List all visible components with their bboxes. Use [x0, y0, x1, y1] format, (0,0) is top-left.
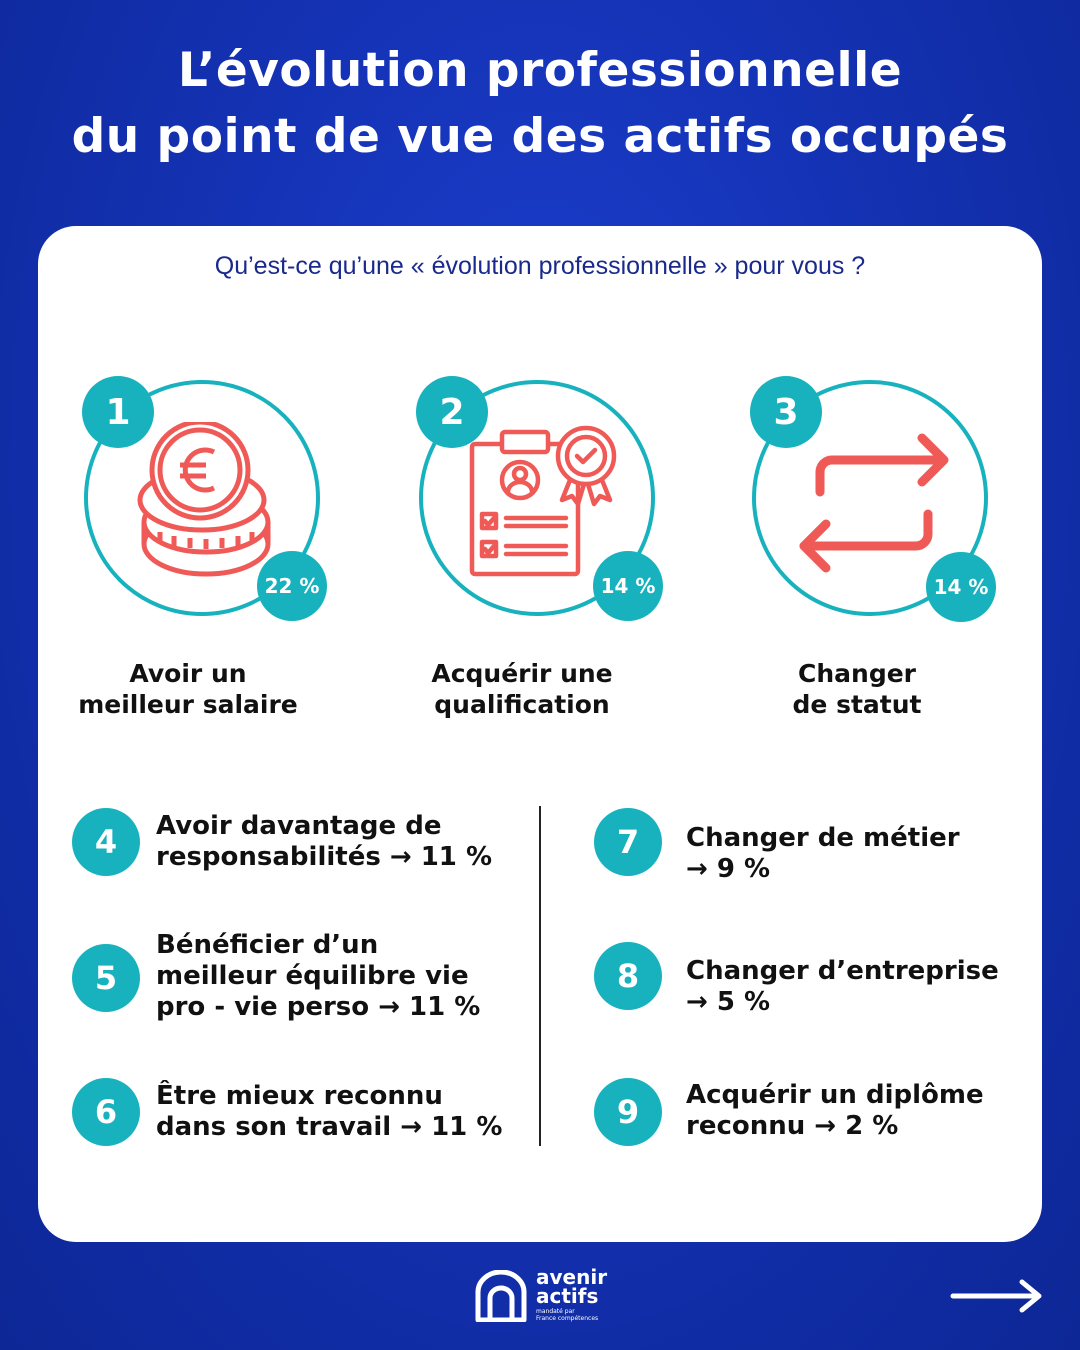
logo-sub-line: mandaté par	[536, 1308, 575, 1315]
list-item-text	[156, 811, 492, 873]
item-label-line: qualification	[434, 690, 610, 719]
title-line-2: du point de vue des actifs occupés	[71, 109, 1009, 164]
list-text-line: Acquérir un diplôme	[686, 1080, 984, 1110]
list-text-line: dans son travail → 11 %	[156, 1112, 503, 1142]
list-text-line: pro - vie perso → 11 %	[156, 992, 481, 1022]
list-text-line: Être mieux reconnu	[156, 1081, 443, 1111]
item-label-line: Avoir un	[129, 659, 247, 688]
item-label-line: de statut	[792, 690, 922, 719]
list-text-line: Avoir davantage de	[156, 811, 442, 841]
column-divider	[539, 806, 541, 1146]
item-percent-badge: 14 %	[593, 551, 663, 621]
item-number-badge: 2	[416, 376, 488, 448]
list-number-badge: 9	[594, 1078, 662, 1146]
list-text-line: Bénéficier d’un	[156, 930, 379, 960]
survey-question: Qu’est-ce qu’une « évolution professionnelle » pour vous ?	[214, 252, 866, 280]
list-item-text	[156, 1081, 502, 1143]
list-text-line: → 9 %	[686, 854, 771, 884]
list-text-line: reconnu → 2 %	[686, 1111, 899, 1141]
certificate-clipboard-icon	[466, 422, 626, 582]
list-text-line: Changer de métier	[686, 823, 960, 853]
list-number-badge: 6	[72, 1078, 140, 1146]
arrow-right-icon[interactable]	[950, 1278, 1044, 1314]
item-label-line: meilleur salaire	[78, 690, 298, 719]
list-item-text	[686, 823, 960, 885]
list-number-badge: 5	[72, 944, 140, 1012]
title-line-1: L’évolution professionnelle	[177, 43, 903, 98]
item-number-badge: 1	[82, 376, 154, 448]
logo-wordmark	[536, 1265, 608, 1308]
house-logo-icon	[474, 1270, 528, 1322]
list-item-text	[156, 930, 480, 1023]
item-label-line: Changer	[798, 659, 916, 688]
swap-arrows-icon	[794, 422, 954, 582]
item-label	[372, 658, 672, 720]
list-number-badge: 7	[594, 808, 662, 876]
logo-subtitle	[536, 1308, 598, 1322]
list-text-line: Changer d’entreprise	[686, 956, 999, 986]
avenir-actifs-logo	[474, 1265, 614, 1328]
euro-coins-icon	[134, 422, 274, 582]
item-label	[707, 658, 1007, 720]
list-number-badge: 8	[594, 942, 662, 1010]
page-title	[0, 38, 1080, 170]
list-item-text	[686, 956, 999, 1018]
item-percent-badge: 14 %	[926, 552, 996, 622]
item-label-line: Acquérir une	[431, 659, 613, 688]
list-text-line: → 5 %	[686, 987, 771, 1017]
list-text-line: responsabilités → 11 %	[156, 842, 492, 872]
item-percent-badge: 22 %	[257, 551, 327, 621]
list-number-badge: 4	[72, 808, 140, 876]
content-card	[38, 226, 1042, 1242]
logo-line: avenir	[536, 1265, 608, 1289]
logo-sub-line: France compétences	[536, 1315, 599, 1322]
list-item-text	[686, 1080, 984, 1142]
logo-line: actifs	[536, 1284, 599, 1308]
item-number-badge: 3	[750, 376, 822, 448]
list-text-line: meilleur équilibre vie	[156, 961, 469, 991]
item-label	[38, 658, 338, 720]
